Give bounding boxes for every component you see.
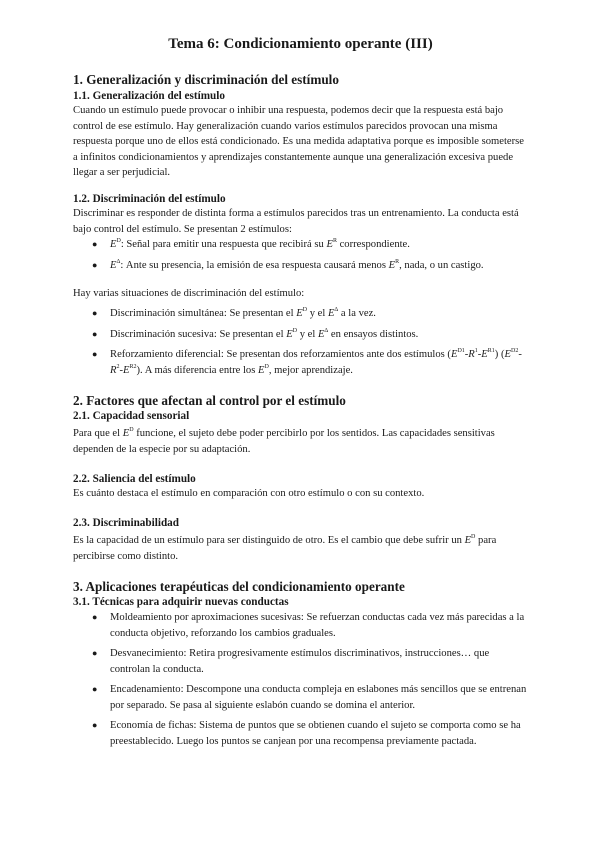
stimulus-symbol: -E [477, 349, 488, 360]
stimulus-superscript: D [471, 534, 476, 540]
item-text: en ensayos distintos. [328, 328, 419, 340]
list-item [73, 718, 528, 749]
stimulus-superscript: R2 [129, 363, 137, 370]
stimulus-symbol: E [450, 349, 458, 360]
page-title: Tema 6: Condicionamiento operante (III) [168, 36, 433, 52]
list-item [73, 258, 528, 274]
stimulus-superscript: R1 [487, 348, 495, 354]
stimulus-symbol: E [122, 428, 130, 439]
section-1-2-paragraph: Discriminar es responder de distinta forma a estímulos parecidos tras un entrenamiento. La conducta está bajo control del estímulo. Se presentan 2 estímulos: [73, 208, 519, 235]
item-text: Reforzamiento diferencial: Se presentan dos reforzamientos ante dos estímulos ( [110, 349, 451, 360]
item-text: Economía de fichas: Sistema de puntos que se obtienen cuando el sujeto se comporta como se ha preestablecido. Luego los puntos se canjean por una recompensa previamente pactada. [110, 720, 521, 747]
item-text: y el [307, 308, 328, 319]
section-1-heading: 1. Generalización y discriminación del estímulo [73, 72, 339, 87]
stimulus-superscript: D [302, 307, 308, 313]
stimulus-symbol: E [296, 308, 303, 319]
section-2-3-heading: 2.3. Discriminabilidad [73, 517, 179, 529]
item-text: : Ante su presencia, la emisión de esa respuesta causará menos [120, 259, 389, 271]
section-1-2-heading: 1.2. Discriminación del estímulo [73, 193, 226, 205]
stimulus-symbol: E [110, 239, 117, 250]
list-item [73, 610, 528, 641]
stimulus-superscript: Δ [116, 258, 121, 265]
paragraph-text: para percibirse como distinto. [73, 535, 497, 562]
section-2-2-paragraph: Es cuánto destaca el estímulo en comparación con otro estímulo o con su contexto. [73, 488, 425, 499]
section-2-1-heading: 2.1. Capacidad sensorial [73, 410, 190, 422]
section-2-heading: 2. Factores que afectan al control por el estímulo [73, 393, 346, 408]
stimulus-superscript: 1 [474, 348, 478, 354]
item-text: Moldeamiento por aproximaciones sucesivas: Se refuerzan conductas cada vez más parecidas a la conducta objetivo, reforzando los cambios graduales. [110, 612, 525, 639]
item-text: ) [494, 349, 499, 360]
list-item [73, 646, 528, 677]
stimulus-symbol: -E [119, 364, 130, 376]
item-text: correspondiente. [336, 239, 410, 250]
bullet-icon: ● [92, 239, 98, 249]
techniques-list [73, 610, 528, 754]
discrimination-list [73, 306, 528, 383]
stimulus-symbol: E [110, 259, 117, 271]
item-text: y el [297, 328, 318, 340]
stimulus-symbol: E [504, 349, 511, 360]
section-2-3-paragraph [73, 533, 528, 564]
stimulus-superscript: D1 [457, 348, 465, 354]
stimulus-symbol: E [258, 364, 265, 376]
list-item [73, 237, 528, 253]
section-1-1-paragraph: Cuando un estímulo puede provocar o inhibir una respuesta, podemos decir que la respuesta está bajo control de ese estímulo. Hay generalización cuando varios estímulos parecidos provocan una misma respuesta porque uno de ellos está condicionado. Es una medida adaptativa porque es imposible someterse a infinitos condicionamientos y aprendizajes constantemente aunque una generalización excesiva puede llegar a ser perjudicial. [73, 105, 524, 178]
bullet-icon: ● [92, 259, 98, 270]
list-item [73, 347, 528, 378]
stimulus-list [73, 237, 528, 278]
stimulus-superscript: D2 [511, 348, 519, 354]
stimulus-superscript: 2 [116, 363, 120, 370]
bullet-icon: ● [92, 648, 98, 658]
item-text: ( [500, 349, 505, 360]
item-text: ). A más diferencia entre los [136, 364, 258, 376]
item-text: Desvanecimiento: Retira progresivamente estímulos discriminativos, instrucciones… que controlan la conducta. [110, 648, 490, 675]
section-1-1-heading: 1.1. Generalización del estímulo [73, 90, 225, 102]
section-3-1-heading: 3.1. Técnicas para adquirir nuevas conductas [73, 596, 289, 608]
stimulus-symbol: E [317, 328, 325, 340]
list-item [73, 306, 528, 322]
stimulus-symbol: -R [110, 349, 522, 376]
stimulus-symbol: E [464, 535, 472, 546]
stimulus-superscript: R [332, 238, 337, 244]
stimulus-superscript: Δ [334, 307, 339, 313]
item-text: Discriminación sucesiva: Se presentan el [110, 328, 287, 340]
item-text: , mejor aprendizaje. [268, 364, 353, 376]
stimulus-symbol: -R [464, 349, 475, 360]
bullet-icon: ● [92, 612, 98, 622]
paragraph-text: Es la capacidad de un estímulo para ser distinguido de otro. Es el cambio que debe sufrir un [73, 535, 465, 546]
paragraph-text: Para que el [73, 428, 123, 439]
item-text: a la vez. [338, 308, 376, 319]
item-text: , nada, o un castigo. [399, 259, 484, 271]
stimulus-symbol: E [326, 239, 333, 250]
section-2-1-paragraph [73, 426, 528, 457]
stimulus-superscript: D [116, 238, 121, 244]
bullet-icon: ● [92, 349, 98, 359]
stimulus-superscript: D [129, 427, 134, 433]
stimulus-symbol: E [327, 308, 335, 319]
situations-intro: Hay varias situaciones de discriminación del estímulo: [73, 288, 305, 299]
stimulus-symbol: E [388, 259, 396, 271]
section-2-2-heading: 2.2. Saliencia del estímulo [73, 473, 196, 485]
stimulus-superscript: D [264, 363, 269, 370]
section-3-heading: 3. Aplicaciones terapéuticas del condicionamiento operante [73, 579, 405, 594]
item-text: : Señal para emitir una respuesta que recibirá su [120, 239, 327, 250]
stimulus-symbol: E [286, 328, 293, 340]
item-text: Encadenamiento: Descompone una conducta compleja en eslabones más sencillos que se entrenan por separado. Se pasa al siguiente eslabón cuando se domina el anterior. [110, 684, 527, 711]
stimulus-superscript: Δ [324, 327, 329, 334]
list-item [73, 327, 528, 343]
bullet-icon: ● [92, 720, 98, 730]
list-item [73, 682, 528, 713]
stimulus-superscript: R [395, 258, 400, 265]
item-text: Discriminación simultánea: Se presentan el [110, 308, 297, 319]
bullet-icon: ● [92, 684, 98, 694]
stimulus-superscript: D [292, 327, 298, 334]
paragraph-text: funcione, el sujeto debe poder percibirlo por los sentidos. Las capacidades sensitivas dependen de la especie por su adaptación. [73, 428, 495, 455]
bullet-icon: ● [92, 328, 98, 339]
bullet-icon: ● [92, 308, 98, 318]
